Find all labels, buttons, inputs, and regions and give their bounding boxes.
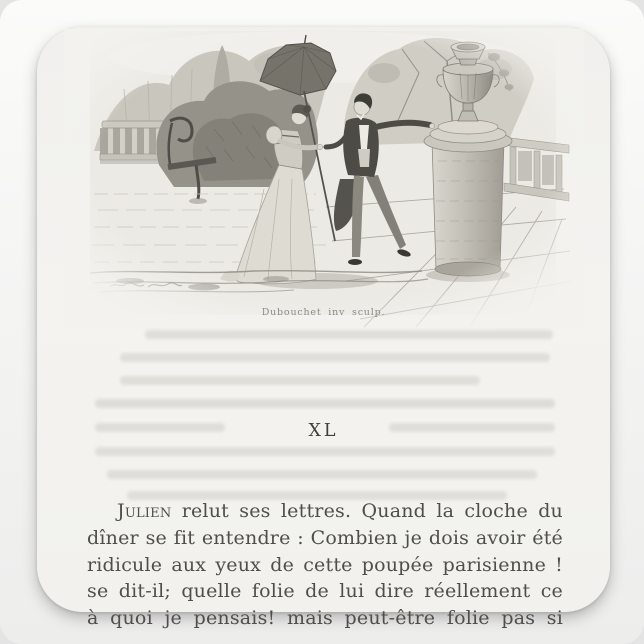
garden-engraving-illustration <box>64 29 584 329</box>
text-line: ridicule aux yeux de cette poupée parisienne ! <box>87 553 563 576</box>
showthrough-line <box>127 491 507 500</box>
body-paragraph <box>87 500 563 634</box>
text-line <box>87 500 563 527</box>
lead-word: Julien <box>117 500 172 522</box>
showthrough-line <box>95 399 555 408</box>
square-sticker <box>37 27 610 630</box>
text-line: se dit-il; quelle folie de lui dire réellement ce <box>87 580 563 603</box>
text-line: à quoi je pensais! mais peut-être folie pas si <box>87 607 563 630</box>
showthrough-line <box>120 376 480 385</box>
showthrough-line <box>145 330 553 339</box>
line1-rest: relut ses lettres. Quand la cloche du <box>171 500 563 522</box>
showthrough-line <box>120 353 550 362</box>
showthrough-line <box>107 470 537 479</box>
engraving-caption: Dubouchet inv sculp. <box>261 307 386 318</box>
text-line: dîner se fit entendre : Combien je dois avoir été <box>87 526 563 549</box>
chapter-heading: XL <box>308 421 339 441</box>
showthrough-line <box>95 447 555 456</box>
